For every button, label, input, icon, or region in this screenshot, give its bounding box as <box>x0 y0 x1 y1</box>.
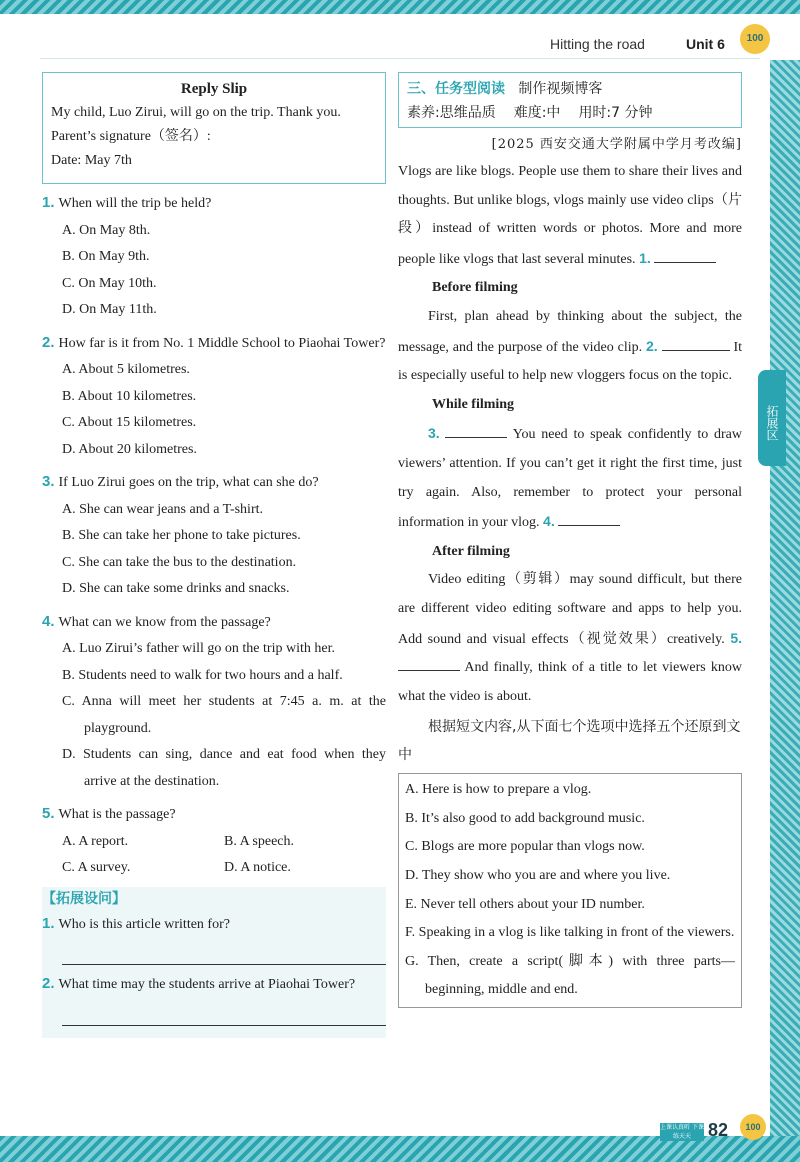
task-topic: 制作视频博客 <box>518 81 603 97</box>
option: B. On May 9th. <box>62 249 150 264</box>
paragraph-text: First, plan ahead by thinking about the subject, the message, and the purpose of the video clip. <box>398 308 742 355</box>
reply-slip-signature: Parent’s signature（签名）: <box>51 129 211 144</box>
extension-question-1 <box>42 911 386 939</box>
option: C. Anna will meet her students at 7:45 a. m. at the playground. <box>62 694 386 736</box>
right-column <box>398 72 742 1008</box>
unit-label: Unit 6 <box>686 36 725 52</box>
choice-option: C. Blogs are more popular than vlogs now. <box>405 839 645 855</box>
brand-logo-icon: 100 <box>740 24 770 54</box>
task-instruction: 根据短文内容,从下面七个选项中选择五个还原到文中 <box>398 719 741 764</box>
option: A. About 5 kilometres. <box>62 362 190 377</box>
section-heading: After filming <box>432 543 510 559</box>
question-number: 1. <box>42 914 55 932</box>
left-column <box>42 72 386 1038</box>
choice-option: G. Then, create a script(脚本) with three parts—beginning, middle and end. <box>405 953 735 998</box>
option: C. A survey. <box>62 859 131 875</box>
option: B. She can take her phone to take pictures. <box>62 528 301 543</box>
passage-paragraph-3 <box>398 419 742 537</box>
blank-field[interactable] <box>654 248 716 263</box>
extension-question-2 <box>42 971 386 999</box>
blank-field[interactable] <box>445 423 507 438</box>
right-decorative-band <box>770 60 800 1136</box>
extension-title: 【拓展设问】 <box>42 890 126 907</box>
choice-options <box>398 773 742 1008</box>
blank-number: 4. <box>543 513 555 530</box>
question-number: 5. <box>42 805 55 822</box>
task-time: 用时:7 分钟 <box>578 105 653 121</box>
question-3 <box>42 469 386 603</box>
top-decorative-band <box>0 0 800 14</box>
question-number: 2. <box>42 975 55 992</box>
question-1 <box>42 190 386 324</box>
option: D. A notice. <box>224 859 291 875</box>
page-number: 82 <box>708 1120 729 1140</box>
question-4 <box>42 609 386 796</box>
footer-slogan: 上课认真听 下课练天天 <box>660 1124 704 1140</box>
question-5 <box>42 801 386 881</box>
answer-line-1[interactable] <box>62 938 386 965</box>
blank-number: 5. <box>730 629 743 646</box>
option: D. Students can sing, dance and eat food when they arrive at the destination. <box>62 747 386 789</box>
brand-logo-icon: 100 <box>740 1114 766 1140</box>
paragraph-text: It is especially useful to help new vloggers focus on the topic. <box>398 339 743 384</box>
lesson-title: Hitting the road <box>550 36 645 52</box>
task-section: 三、任务型阅读 <box>407 81 505 97</box>
question-number: 3. <box>42 473 55 490</box>
option: A. On May 8th. <box>62 222 151 238</box>
blank-number: 2. <box>646 337 658 354</box>
side-tab-extension: 拓展区 <box>758 370 786 466</box>
question-stem: What time may the students arrive at Piaohai Tower? <box>58 977 356 992</box>
section-heading: Before filming <box>432 280 518 296</box>
option: B. About 10 kilometres. <box>62 388 197 404</box>
choice-option: E. Never tell others about your ID number. <box>405 896 645 912</box>
question-number: 2. <box>42 333 55 351</box>
choice-option: B. It’s also good to add background music. <box>405 810 645 826</box>
option-grid <box>42 829 386 881</box>
question-stem: What is the passage? <box>58 807 176 822</box>
question-stem: How far is it from No. 1 Middle School to Piaohai Tower? <box>58 335 386 351</box>
option: C. About 15 kilometres. <box>62 415 197 430</box>
blank-field[interactable] <box>398 656 460 671</box>
question-2 <box>42 330 386 464</box>
reply-slip-line: My child, Luo Zirui, will go on the trip. Thank you. <box>51 105 341 120</box>
option: D. About 20 kilometres. <box>62 441 197 457</box>
task-difficulty: 难度:中 <box>513 105 561 121</box>
task-header <box>398 72 742 128</box>
answer-line-2[interactable] <box>62 999 386 1026</box>
option: D. She can take some drinks and snacks. <box>62 581 290 596</box>
passage-paragraph-2 <box>398 303 742 391</box>
paragraph-text: Vlogs are like blogs. People use them to share their lives and thoughts. But unlike blogs, vlogs mainly use video clips（片段）instead of written words or photos. More and more people like vlogs that last several minutes. <box>398 164 742 267</box>
option: C. She can take the bus to the destination. <box>62 554 297 570</box>
task-literacy: 素养:思维品质 <box>407 105 496 121</box>
passage-paragraph-4 <box>398 566 742 711</box>
passage-source: [2025 西安交通大学附属中学月考改编] <box>491 137 742 152</box>
choice-option: D. They show who you are and where you live. <box>405 868 671 884</box>
section-heading: While filming <box>432 396 515 412</box>
paragraph-text: Video editing（剪辑）may sound difficult, but there are different video editing software and apps to help you. Add sound and visual effects（视觉效果）creatively. <box>398 572 742 647</box>
blank-field[interactable] <box>558 511 620 526</box>
question-number: 4. <box>42 612 55 630</box>
page-header <box>0 30 770 58</box>
option: B. Students need to walk for two hours and a half. <box>62 667 343 683</box>
option: B. A speech. <box>224 833 294 849</box>
extension-questions <box>42 887 386 1038</box>
option: C. On May 10th. <box>62 275 157 291</box>
paragraph-text: You need to speak confidently to draw viewers’ attention. If you can’t get it right the first time, just try again. Also, remember to protect your personal information in your vlog. <box>398 427 742 531</box>
header-divider <box>40 58 760 59</box>
option: A. A report. <box>62 833 129 849</box>
choice-option: F. Speaking in a vlog is like talking in front of the viewers. <box>405 925 735 941</box>
reply-slip <box>42 72 386 184</box>
blank-number: 1. <box>639 249 651 266</box>
question-stem: What can we know from the passage? <box>58 614 271 630</box>
choice-option: A. Here is how to prepare a vlog. <box>405 782 592 798</box>
option: A. Luo Zirui’s father will go on the trip with her. <box>62 641 335 656</box>
reply-slip-title: Reply Slip <box>180 81 248 97</box>
option: A. She can wear jeans and a T-shirt. <box>62 501 263 517</box>
question-stem: If Luo Zirui goes on the trip, what can she do? <box>58 475 319 490</box>
question-stem: When will the trip be held? <box>58 196 212 211</box>
reply-slip-date: Date: May 7th <box>51 153 132 168</box>
blank-field[interactable] <box>662 336 730 351</box>
passage-paragraph-1 <box>398 158 742 274</box>
question-stem: Who is this article written for? <box>58 916 230 932</box>
option: D. On May 11th. <box>62 302 157 317</box>
question-number: 1. <box>42 194 55 211</box>
paragraph-text: And finally, think of a title to let viewers know what the video is about. <box>398 660 742 704</box>
blank-number: 3. <box>428 425 440 442</box>
